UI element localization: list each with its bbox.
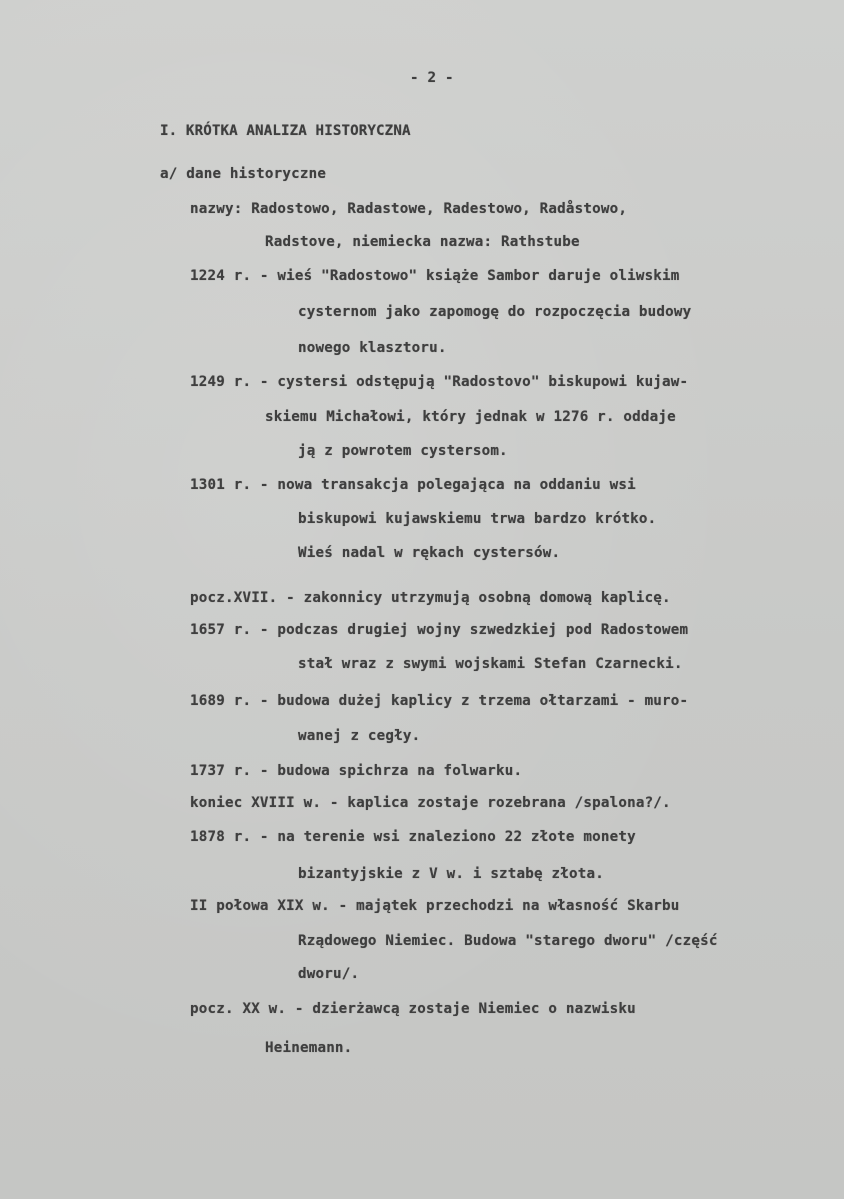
text-line: Heinemann.: [265, 1040, 353, 1056]
text-line: skiemu Michałowi, który jednak w 1276 r. oddaje: [265, 409, 676, 425]
text-line: Rządowego Niemiec. Budowa "starego dworu" /część: [298, 933, 718, 949]
text-line: wanej z cegły.: [298, 728, 421, 744]
text-line: 1689 r. - budowa dużej kaplicy z trzema ołtarzami - muro-: [190, 693, 689, 709]
page-number: - 2 -: [410, 70, 454, 86]
text-line: bizantyjskie z V w. i sztabę złota.: [298, 866, 604, 882]
text-line: 1657 r. - podczas drugiej wojny szwedzkiej pod Radostowem: [190, 622, 689, 638]
text-line: koniec XVIII w. - kaplica zostaje rozebrana /spalona?/.: [190, 795, 671, 811]
text-line: 1249 r. - cystersi odstępują "Radostovo" biskupowi kujaw-: [190, 374, 689, 390]
text-line: nowego klasztoru.: [298, 340, 447, 356]
text-line: cysternom jako zapomogę do rozpoczęcia budowy: [298, 304, 692, 320]
text-line: 1224 r. - wieś "Radostowo" książe Sambor daruje oliwskim: [190, 268, 680, 284]
subsection-heading: a/ dane historyczne: [160, 166, 327, 182]
text-line: Radstove, niemiecka nazwa: Rathstube: [265, 234, 580, 250]
text-line: biskupowi kujawskiemu trwa bardzo krótko.: [298, 511, 657, 527]
section-title: I. KRÓTKA ANALIZA HISTORYCZNA: [160, 123, 411, 139]
text-line: dworu/.: [298, 966, 360, 982]
text-line: pocz. XX w. - dzierżawcą zostaje Niemiec o nazwisku: [190, 1001, 636, 1017]
text-line: nazwy: Radostowo, Radastowe, Radestowo, Radåstowo,: [190, 201, 628, 217]
text-line: 1737 r. - budowa spichrza na folwarku.: [190, 763, 523, 779]
text-line: 1301 r. - nowa transakcja polegająca na oddaniu wsi: [190, 477, 636, 493]
text-line: II połowa XIX w. - majątek przechodzi na własność Skarbu: [190, 898, 680, 914]
text-line: 1878 r. - na terenie wsi znaleziono 22 złote monety: [190, 829, 636, 845]
text-line: stał wraz z swymi wojskami Stefan Czarnecki.: [298, 656, 683, 672]
text-line: ją z powrotem cystersom.: [298, 443, 508, 459]
text-line: pocz.XVII. - zakonnicy utrzymują osobną domową kaplicę.: [190, 590, 671, 606]
text-line: Wieś nadal w rękach cystersów.: [298, 545, 561, 561]
